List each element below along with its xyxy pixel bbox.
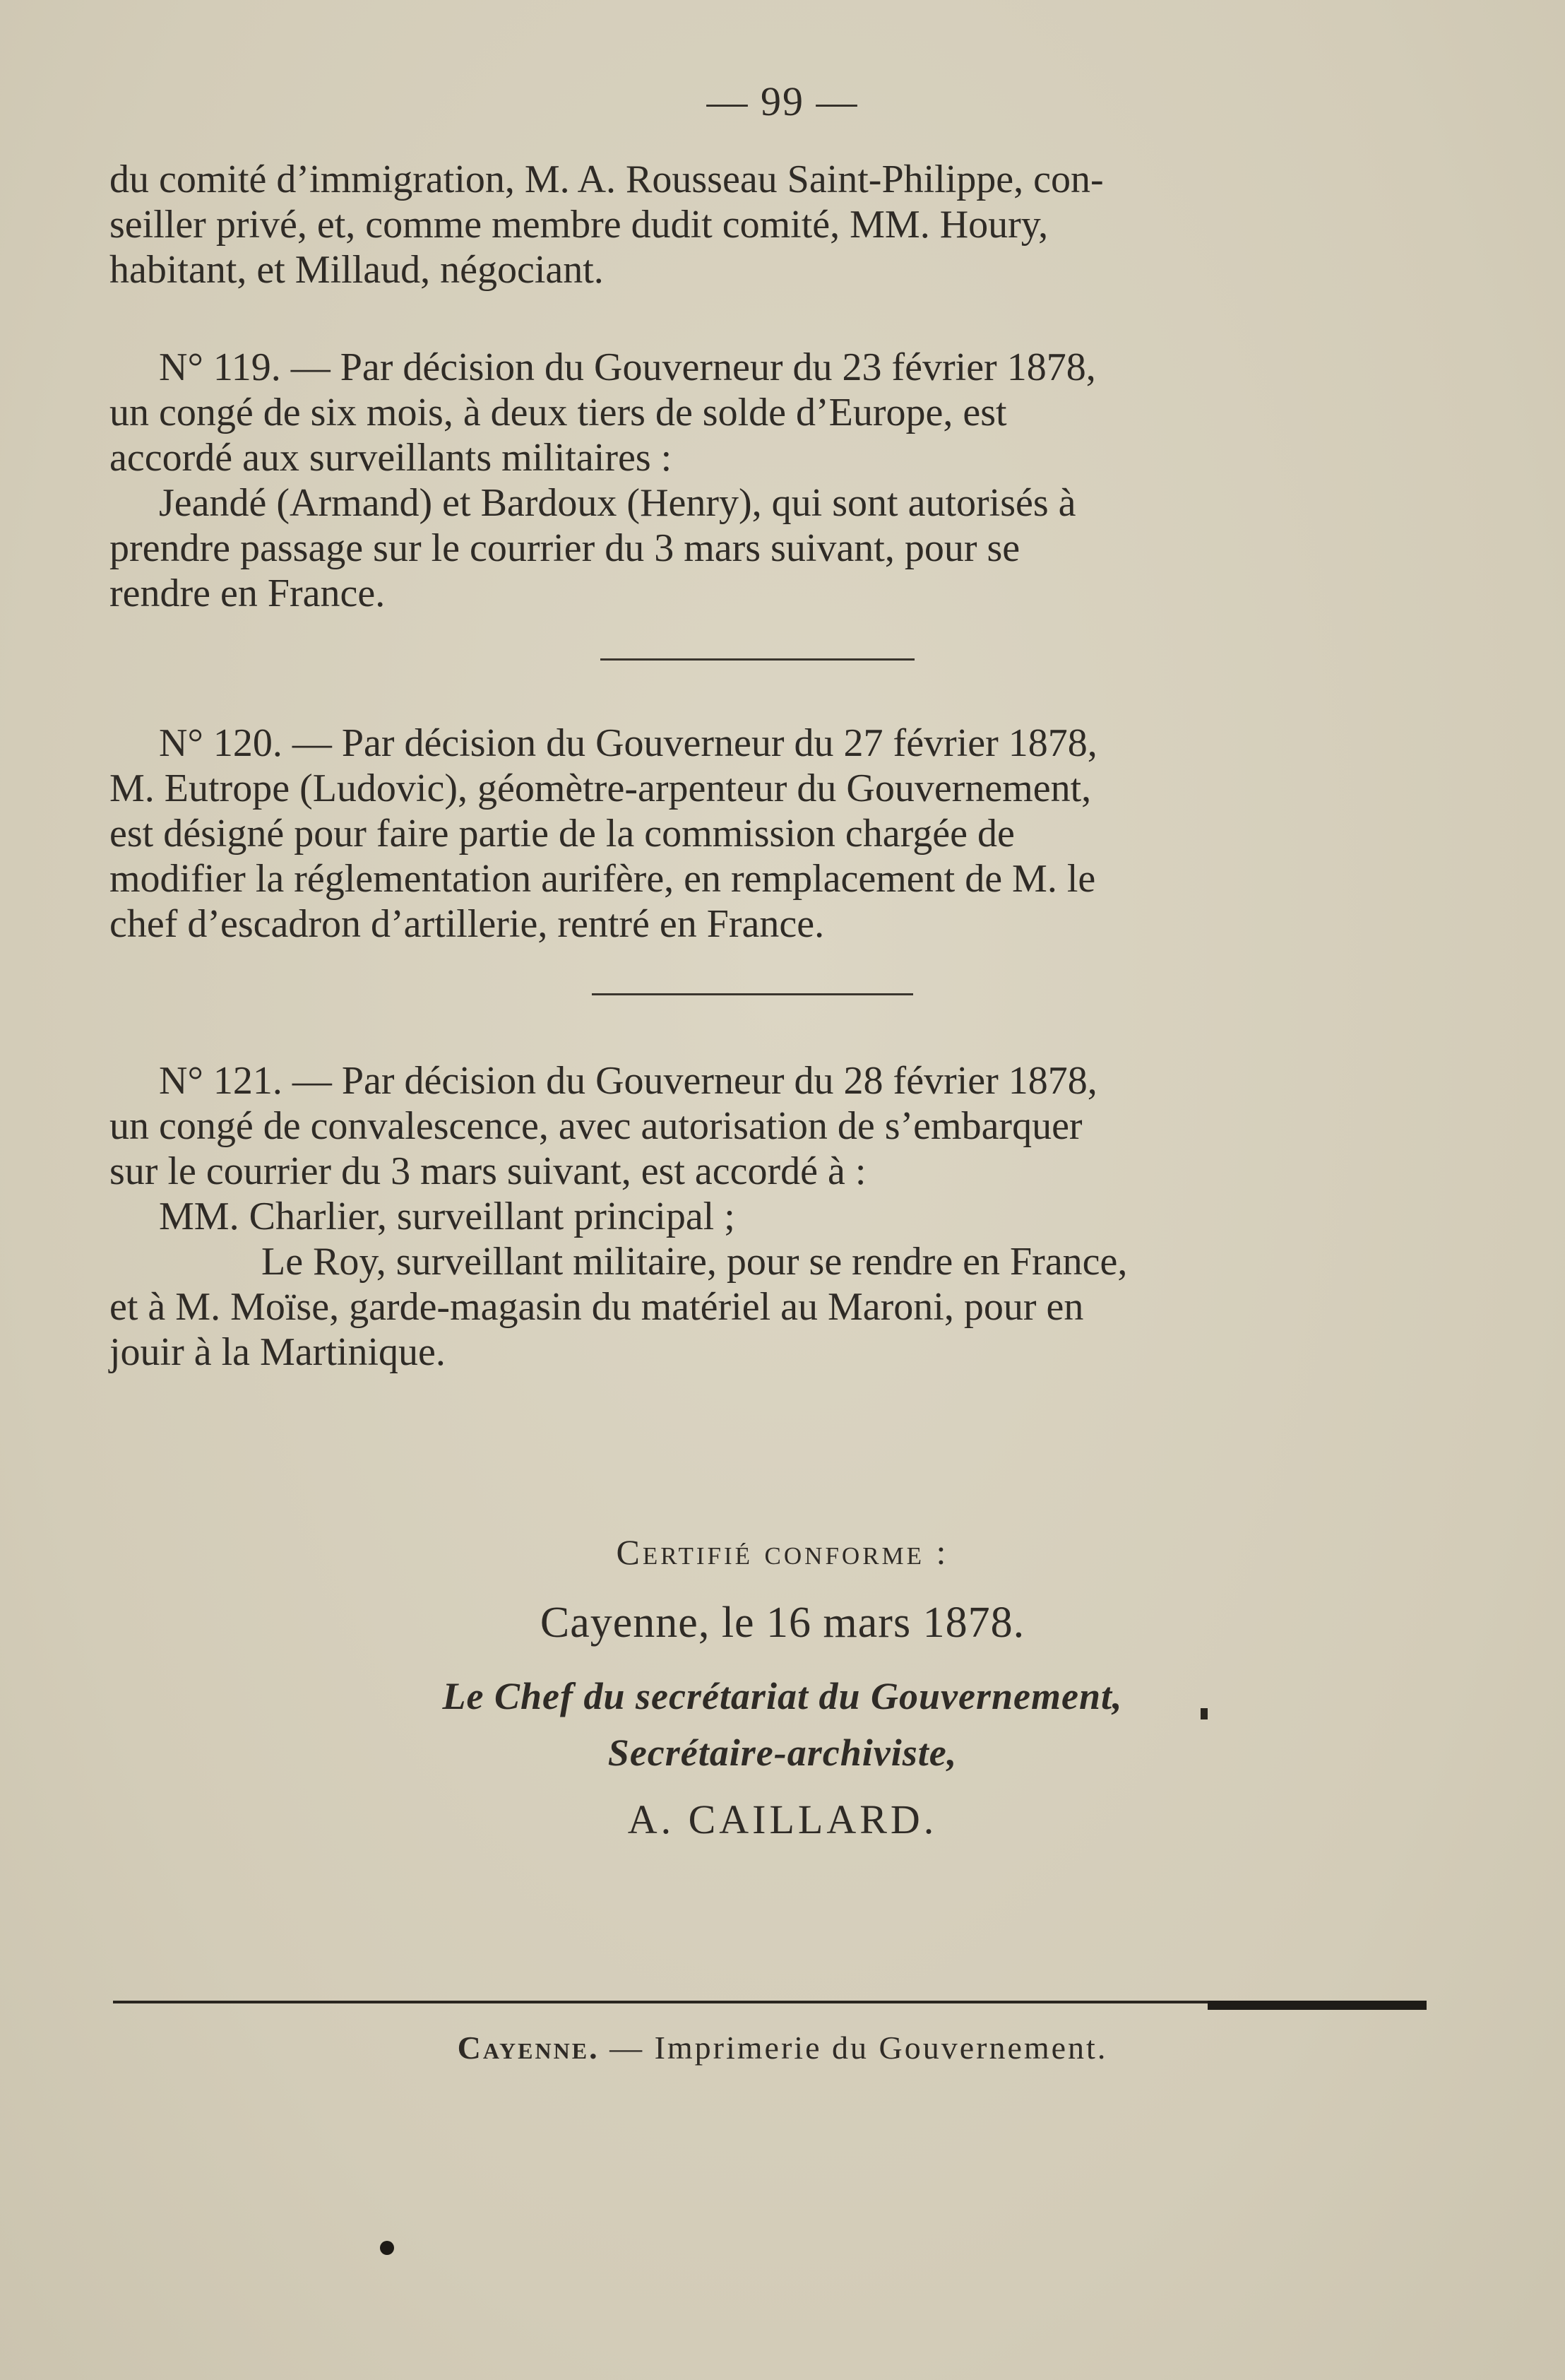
text-line: un congé de six mois, à deux tiers de solde d’Europe, est — [109, 391, 1007, 434]
imprint-printer: — Imprimerie du Gouvernement. — [609, 2030, 1108, 2066]
certification-heading — [0, 1532, 1565, 1573]
text-line: sur le courrier du 3 mars suivant, est accordé à : — [109, 1149, 867, 1193]
text-line: et à M. Moïse, garde-magasin du matériel au Maroni, pour en — [109, 1285, 1084, 1329]
text-line: seiller privé, et, comme membre dudit comité, MM. Houry, — [109, 203, 1049, 247]
place-date: Cayenne, le 16 mars 1878. — [540, 1599, 1025, 1647]
section-divider — [600, 658, 915, 661]
text-line: un congé de convalescence, avec autorisation de s’embarquer — [109, 1104, 1083, 1148]
certification-heading-text: Certifié conforme : — [616, 1532, 949, 1572]
intro-paragraph — [109, 157, 1402, 292]
imprint-city: Cayenne. — [457, 2030, 600, 2066]
signatory-subtitle: Secrétaire-archiviste, — [607, 1731, 958, 1774]
section-divider — [592, 993, 913, 995]
text-line: du comité d’immigration, M. A. Rousseau Saint-Philippe, con- — [109, 158, 1104, 201]
text-line: Jeandé (Armand) et Bardoux (Henry), qui sont autorisés à — [159, 481, 1076, 525]
ink-speck — [1201, 1708, 1208, 1719]
text-line: modifier la réglementation aurifère, en remplacement de M. le — [109, 857, 1096, 901]
text-line: rendre en France. — [109, 572, 386, 615]
text-line: habitant, et Millaud, négociant. — [109, 248, 604, 292]
decision-121 — [109, 1058, 1402, 1375]
text-line: M. Eutrope (Ludovic), géomètre-arpenteur du Gouvernement, — [109, 766, 1092, 810]
footer-rule-thick — [1208, 2001, 1427, 2010]
text-line: accordé aux surveillants militaires : — [109, 436, 672, 480]
signatory-name: A. CAILLARD. — [627, 1796, 938, 1842]
page-number: — 99 — — [706, 78, 859, 124]
decision-119 — [109, 345, 1402, 616]
text-line: chef d’escadron d’artillerie, rentré en France. — [109, 902, 825, 946]
decision-120 — [109, 721, 1402, 947]
text-line: Le Roy, surveillant militaire, pour se rendre en France, — [261, 1240, 1128, 1284]
text-line: N° 119. — Par décision du Gouverneur du 23 février 1878, — [159, 345, 1096, 389]
text-line: MM. Charlier, surveillant principal ; — [159, 1195, 735, 1238]
ink-dot — [380, 2241, 394, 2255]
text-line: est désigné pour faire partie de la commission chargée de — [109, 812, 1015, 856]
imprint-line — [0, 2029, 1565, 2066]
signatory-title: Le Chef du secrétariat du Gouvernement, — [442, 1675, 1123, 1717]
text-line: N° 121. — Par décision du Gouverneur du 28 février 1878, — [159, 1059, 1097, 1103]
text-line: N° 120. — Par décision du Gouverneur du 27 février 1878, — [159, 721, 1097, 765]
text-line: prendre passage sur le courrier du 3 mars suivant, pour se — [109, 526, 1020, 570]
text-line: jouir à la Martinique. — [109, 1330, 446, 1374]
